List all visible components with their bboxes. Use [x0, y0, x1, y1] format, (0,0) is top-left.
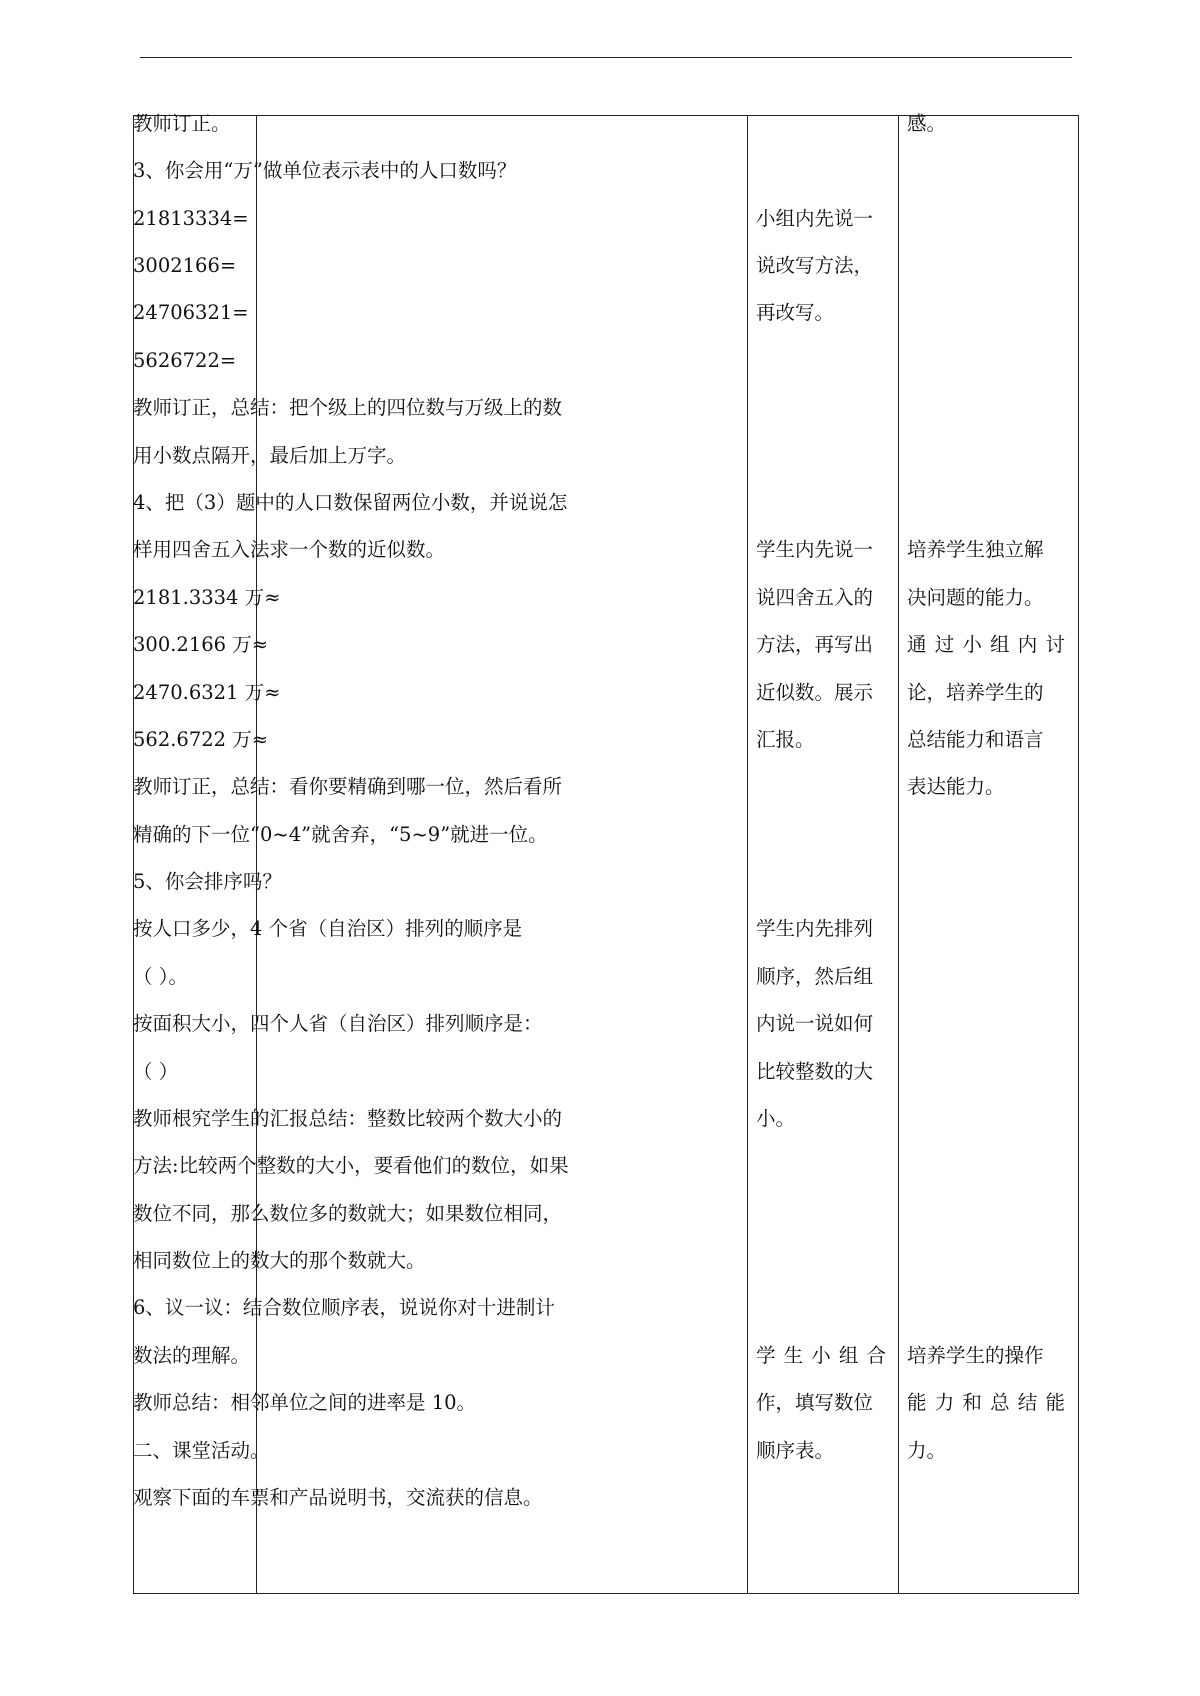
- col3-line: 比较整数的大: [756, 1060, 874, 1083]
- col3-line: 再改写。: [756, 301, 835, 324]
- col2-line: 数法的理解。: [133, 1344, 251, 1367]
- col2-line: 教师订正，总结：把个级上的四位数与万级上的数: [133, 396, 563, 419]
- col2-line: 精确的下一位“0~4”就舍弃，“5~9”就进一位。: [133, 823, 548, 846]
- col3-line: 学生内先说一: [756, 538, 874, 561]
- col4-line: 培养学生的操作: [907, 1344, 1044, 1367]
- col2-line: 相同数位上的数大的那个数就大。: [133, 1249, 426, 1272]
- col3-line: 方法，再写出: [756, 633, 874, 656]
- col2-line: 样用四舍五入法求一个数的近似数。: [133, 538, 446, 561]
- col2-line: 6、议一议：结合数位顺序表，说说你对十进制计: [133, 1296, 555, 1319]
- col3-line: 说四舍五入的: [756, 586, 874, 609]
- col2-line: 教师订正，总结：看你要精确到哪一位，然后看所: [133, 775, 563, 798]
- col2-line: 按面积大小，四个人省（自治区）排列顺序是：: [133, 1012, 543, 1035]
- col2-line: 2181.3334 万≈: [133, 586, 281, 609]
- col2-line: 300.2166 万≈: [133, 633, 269, 656]
- student-activity-cell: [748, 116, 899, 1594]
- col3-line: 说改写方法，: [756, 254, 874, 277]
- col2-line: 5、你会排序吗？: [133, 870, 282, 893]
- col2-line: 4、把（3）题中的人口数保留两位小数，并说说怎: [133, 491, 568, 514]
- col2-line: 按人口多少，4 个省（自治区）排列的顺序是: [133, 917, 523, 940]
- col2-line: 2470.6321 万≈: [133, 681, 281, 704]
- col2-line: 3002166=: [133, 254, 237, 277]
- teaching-process-cell: [257, 116, 748, 1594]
- table-row: [134, 116, 1079, 1594]
- col4-line: 表达能力。: [907, 775, 1005, 798]
- design-intent-cell: [899, 116, 1079, 1594]
- col4-line: 论，培养学生的: [907, 681, 1044, 704]
- col2-line: 24706321=: [133, 301, 249, 324]
- col3-line: 小。: [756, 1107, 796, 1130]
- col3-line: 学 生 小 组 合: [756, 1344, 886, 1367]
- col2-line: 方法:比较两个整数的大小，要看他们的数位，如果: [133, 1154, 569, 1177]
- col4-line: 总结能力和语言: [907, 728, 1044, 751]
- col2-line: 21813334=: [133, 207, 249, 230]
- lesson-plan-table: [133, 115, 1079, 1594]
- col3-line: 小组内先说一: [756, 207, 874, 230]
- col2-line: 二、课堂活动。: [133, 1439, 270, 1462]
- col2-line: 教师订正。: [133, 112, 231, 135]
- col4-line: 培养学生独立解: [907, 538, 1044, 561]
- col4-line: 力。: [907, 1439, 947, 1462]
- col2-line: 5626722=: [133, 349, 237, 372]
- col2-line: 数位不同，那么数位多的数就大；如果数位相同，: [133, 1202, 563, 1225]
- col4-line: 感。: [907, 112, 947, 135]
- col4-line: 能 力 和 总 结 能: [907, 1391, 1065, 1414]
- col2-line: 观察下面的车票和产品说明书，交流获的信息。: [133, 1486, 543, 1509]
- col2-line: 562.6722 万≈: [133, 728, 269, 751]
- col3-line: 近似数。展示: [756, 681, 874, 704]
- col3-line: 顺序，然后组: [756, 965, 874, 988]
- col2-line: （ ）。: [133, 965, 188, 988]
- col4-line: 决问题的能力。: [907, 586, 1044, 609]
- col3-line: 学生内先排列: [756, 917, 874, 940]
- col2-line: 3、你会用“万”做单位表示表中的人口数吗？: [133, 159, 517, 182]
- col2-line: （ ）: [133, 1060, 179, 1083]
- stage-column-cell: [134, 116, 257, 1594]
- col3-line: 内说一说如何: [756, 1012, 874, 1035]
- col3-line: 顺序表。: [756, 1439, 835, 1462]
- header-rule: [140, 57, 1072, 58]
- col3-line: 作，填写数位: [756, 1391, 874, 1414]
- col2-line: 用小数点隔开，最后加上万字。: [133, 444, 407, 467]
- col3-line: 汇报。: [756, 728, 815, 751]
- col2-line: 教师根究学生的汇报总结：整数比较两个数大小的: [133, 1107, 563, 1130]
- col4-line: 通 过 小 组 内 讨: [907, 633, 1065, 656]
- col2-line: 教师总结：相邻单位之间的进率是 10。: [133, 1391, 477, 1414]
